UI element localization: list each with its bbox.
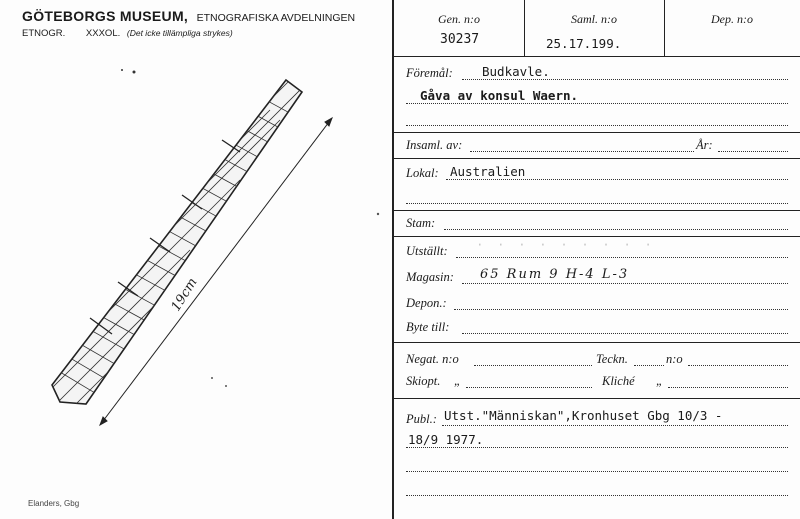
stray-mark	[133, 71, 136, 74]
row-blank-1	[406, 108, 790, 128]
museum-name: GÖTEBORGS MUSEUM,	[22, 8, 189, 24]
publ-label: Publ.:	[406, 412, 437, 426]
dotted-line	[634, 365, 664, 366]
row-utstallt	[406, 237, 790, 260]
row-magasin	[406, 266, 790, 286]
insaml-label: Insaml. av:	[406, 138, 463, 152]
gen-number-cell	[394, 0, 525, 56]
row-foremal	[406, 62, 790, 82]
dotted-line	[462, 283, 788, 284]
section-code: XXXOL.	[85, 28, 121, 39]
section-divider	[394, 132, 800, 133]
gen-number-label: Gen. n:o	[438, 12, 480, 26]
utstallt-label: Utställt:	[406, 244, 448, 258]
foremal-label: Föremål:	[406, 66, 453, 80]
dep-number-label: Dep. n:o	[711, 12, 753, 26]
publ-value-2: 18/9 1977.	[408, 432, 484, 447]
dotted-line	[406, 203, 788, 204]
card-left-panel	[0, 0, 390, 519]
saml-number-cell	[524, 0, 665, 56]
section-divider	[394, 210, 800, 211]
saml-number-label: Saml. n:o	[571, 12, 617, 26]
kliche-label: Kliché	[602, 374, 635, 388]
teckn-label: Teckn.	[596, 352, 628, 366]
printer-imprint: Elanders, Gbg	[28, 499, 80, 508]
section-divider	[394, 158, 800, 159]
skiopt-quote: „	[454, 374, 461, 388]
card-right-panel	[392, 0, 800, 519]
dotted-line	[462, 333, 788, 334]
byte-label: Byte till:	[406, 320, 450, 334]
dotted-line	[688, 365, 788, 366]
strike-note: (Det icke tillämpliga strykes)	[126, 28, 233, 38]
dotted-line	[442, 425, 788, 426]
row-blank-3	[406, 454, 790, 474]
dotted-line	[406, 447, 788, 448]
dimension-arrow	[100, 118, 332, 425]
stray-mark	[211, 377, 213, 379]
etnogr-label: ETNOGR.	[22, 28, 66, 39]
ar-label: År:	[696, 138, 713, 152]
row-foremal-2	[406, 86, 790, 106]
publ-value: Utst."Människan",Kronhuset Gbg 10/3 -	[444, 408, 723, 423]
teckn-no-label: n:o	[666, 352, 683, 366]
dep-number-cell	[664, 0, 800, 56]
kliche-quote: „	[656, 374, 663, 388]
dotted-line	[718, 151, 788, 152]
row-lokal	[406, 162, 790, 182]
negat-label: Negat. n:o	[406, 352, 459, 366]
row-insaml	[406, 134, 790, 154]
magasin-label: Magasin:	[406, 270, 454, 284]
dotted-line	[444, 229, 788, 230]
department-name: ETNOGRAFISKA AVDELNINGEN	[196, 12, 356, 24]
saml-number-value: 25.17.199.	[546, 36, 622, 51]
dotted-line	[406, 103, 788, 104]
row-blank-2	[406, 186, 790, 206]
row-negat	[406, 348, 790, 368]
stray-mark	[121, 69, 123, 71]
dotted-line	[406, 125, 788, 126]
stray-mark	[377, 213, 379, 215]
dotted-line	[456, 257, 788, 258]
row-depon	[406, 292, 790, 312]
dotted-line	[406, 471, 788, 472]
magasin-value: 65 Rum 9 H-4 L-3	[480, 267, 630, 282]
depon-label: Depon.:	[406, 296, 447, 310]
row-byte	[406, 316, 790, 336]
row-skiopt	[406, 370, 790, 390]
dotted-line	[446, 179, 788, 180]
foremal-value: Budkavle.	[482, 64, 550, 79]
row-stam	[406, 212, 790, 232]
dotted-line	[462, 79, 788, 80]
number-header	[394, 0, 800, 57]
row-blank-4	[406, 478, 790, 498]
message-stick-sketch	[0, 0, 390, 519]
utstallt-faint-text: · · · · · · · · ·	[476, 237, 655, 252]
dotted-line	[470, 151, 694, 152]
section-divider	[394, 342, 800, 343]
dotted-line	[406, 495, 788, 496]
dotted-line	[466, 387, 592, 388]
lokal-label: Lokal:	[406, 166, 439, 180]
lokal-value: Australien	[450, 164, 526, 179]
stray-mark	[225, 385, 227, 387]
dotted-line	[454, 309, 788, 310]
stick-outline	[52, 80, 302, 404]
gen-number-value: 30237	[440, 32, 480, 47]
foremal-value-2: Gåva av konsul Waern.	[420, 88, 579, 103]
row-publ	[406, 408, 790, 428]
stam-label: Stam:	[406, 216, 436, 230]
sketch-measure: 19cm	[168, 275, 201, 315]
row-publ-2	[406, 430, 790, 450]
section-divider	[394, 398, 800, 399]
dotted-line	[474, 365, 592, 366]
skiopt-label: Skiopt.	[406, 374, 441, 388]
dotted-line	[668, 387, 788, 388]
